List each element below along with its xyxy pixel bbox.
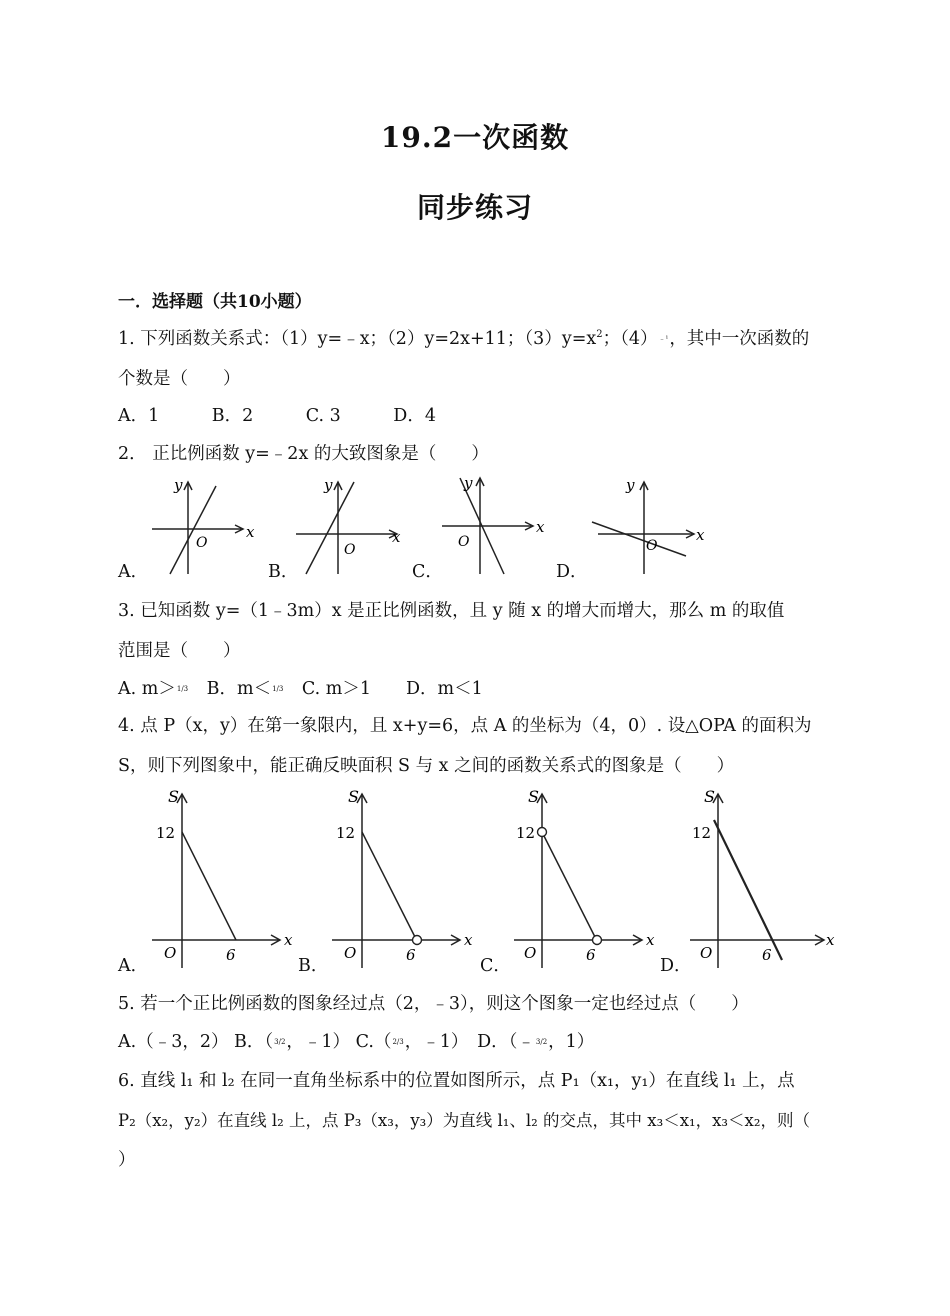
q2a-y-label: y [174,476,183,494]
q2-label-d: D． [556,562,588,582]
q1-frac: ﹣¹ [658,335,669,343]
q3-opt-b: B．m＜ [189,679,272,699]
q4-line1: 4. 点 P（x，y）在第一象限内，且 x+y=6，点 A 的坐标为（4，0）. 设△OPA 的面积为 [118,716,812,736]
q2b-x-label: x [392,528,401,546]
q4-label-a: A． [118,956,149,976]
q4-graph-c [512,782,662,972]
q1-line1 [118,325,809,350]
q4-label-c: C． [480,956,511,976]
q2-graph-a [148,474,268,578]
q4d-s-label: S [704,787,715,806]
q6-line2: P₂（x₂，y₂）在直线 l₂ 上，点 P₃（x₃，y₃）为直线 l₁、l₂ 的交点，其中 x₃＜x₁，x₃＜x₂，则（ [118,1111,810,1130]
q2-label-b: B． [268,562,299,582]
q4b-s-label: S [348,787,359,806]
q5-frac-b: 3/2 [274,1038,286,1046]
q2d-o-label: O [646,538,658,554]
q4a-6-label: 6 [226,946,236,964]
q5-frac-d: 3/2 [535,1038,548,1046]
q2c-x-label: x [536,518,545,536]
q3-frac-a: 1/3 [176,685,189,693]
q4c-12-label: 12 [516,824,536,842]
q2a-x-label: x [246,523,255,541]
q5-opt-b: ，﹣1） C.（ [286,1032,392,1052]
q1-text-b: ；（4） [602,329,658,349]
q2-label-c: C． [412,562,443,582]
q1-text-a: 1. 下列函数关系式：（1）y=﹣x；（2）y=2x+11；（3）y=x [118,329,597,349]
q4b-12-label: 12 [336,824,356,842]
q4-label-b: B． [298,956,329,976]
q4a-s-label: S [168,787,179,806]
q6-line1: 6. 直线 l₁ 和 l₂ 在同一直角坐标系中的位置如图所示，点 P₁（x₁，y₁）在直线 l₁ 上，点 [118,1071,795,1091]
q3-opt-a: A. m＞ [118,679,176,699]
q3-line2: 范围是（ ） [118,641,241,661]
q4b-x-label: x [464,931,473,949]
q4-graph-a [150,782,300,972]
q4d-12-label: 12 [692,824,712,842]
q2-graph-b [292,474,412,578]
q1-sup: 2 [596,329,603,341]
q2-text: 2． 正比例函数 y=﹣2x 的大致图象是（ ） [118,444,489,464]
q5-frac-c: 2/3 [392,1038,404,1046]
q1-text-c: ，其中一次函数的 [669,329,810,349]
q1-options: A．1 B．2 C. 3 D．4 [118,406,436,426]
q3-options [118,675,483,700]
q6-line3: ） [118,1150,136,1170]
q4c-6-label: 6 [586,946,596,964]
q4c-o-label: O [524,944,537,962]
q2b-o-label: O [344,542,356,558]
q4a-o-label: O [164,944,177,962]
q4a-12-label: 12 [156,824,176,842]
q3-frac-b: 1/3 [272,685,284,693]
q2-label-a: A． [118,562,149,582]
q4-label-d: D． [660,956,692,976]
q5-options [118,1028,594,1053]
q3-line1: 3. 已知函数 y=（1﹣3m）x 是正比例函数，且 y 随 x 的增大而增大，那么 m 的取值 [118,601,785,621]
q4d-o-label: O [700,944,713,962]
q2b-y-label: y [324,476,333,494]
q2c-o-label: O [458,534,470,550]
q2-graph-d [588,474,708,578]
q4-line2: S，则下列图象中，能正确反映面积 S 与 x 之间的函数关系式的图象是（ ） [118,756,735,776]
q5-opt-a: A.（﹣3，2） B．（ [118,1032,274,1052]
page-title: 19.2一次函数 [380,121,570,154]
q1-line2: 个数是（ ） [118,369,241,389]
q2d-x-label: x [696,526,705,544]
q4d-6-label: 6 [762,946,772,964]
q5-line1: 5. 若一个正比例函数的图象经过点（2，﹣3），则这个图象一定也经过点（ ） [118,994,749,1014]
q4-graph-d [688,782,838,972]
q2c-y-label: y [464,474,473,492]
q5-opt-d: ，1） [548,1032,595,1052]
q2a-o-label: O [196,535,208,551]
section-heading: 一．选择题（共10小题） [118,292,312,312]
q4d-x-label: x [826,931,835,949]
q5-opt-c: ，﹣1） D．（﹣ [404,1032,535,1052]
q4a-x-label: x [284,931,293,949]
q4-graph-b [330,782,480,972]
q4b-6-label: 6 [406,946,416,964]
q4c-s-label: S [528,787,539,806]
q3-opt-c: C. m＞1 D．m＜1 [284,679,483,699]
q4b-o-label: O [344,944,357,962]
q2-graph-c [438,474,558,578]
page-subtitle: 同步练习 [416,191,533,224]
q4c-x-label: x [646,931,655,949]
q2d-y-label: y [626,476,635,494]
